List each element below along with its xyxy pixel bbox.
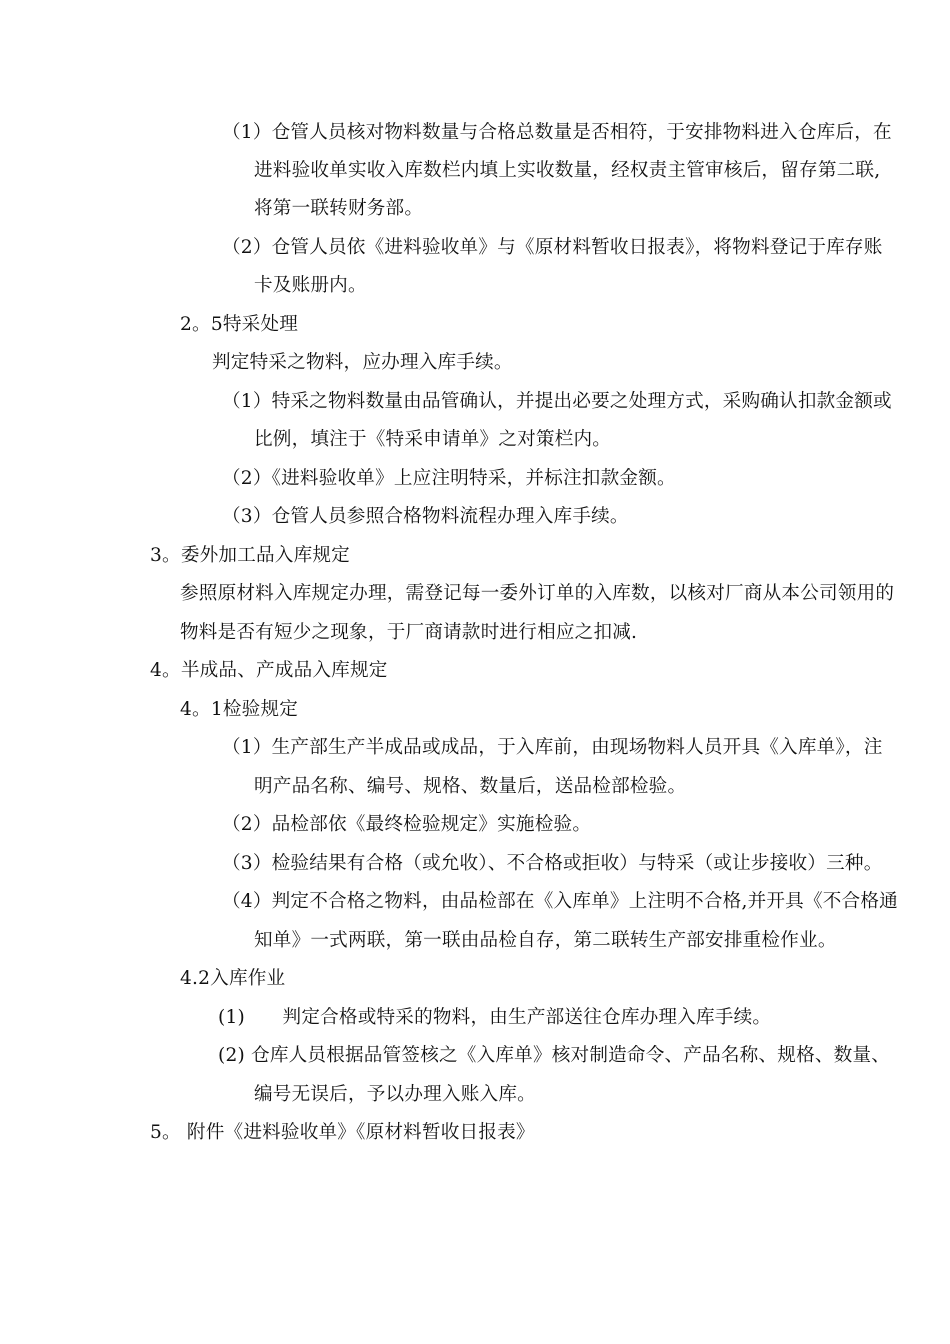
section-heading: 5。 附件《进料验收单》《原材料暂收日报表》 <box>150 1122 535 1143</box>
paragraph-line: 参照原材料入库规定办理，需登记每一委外订单的入库数，以核对厂商从本公司领用的 <box>180 583 895 604</box>
paragraph-line: （3）仓管人员参照合格物料流程办理入库手续。 <box>222 506 629 527</box>
paragraph-line: （1）生产部生产半成品或成品，于入库前，由现场物料人员开具《入库单》，注 <box>222 737 883 758</box>
paragraph-line: 明产品名称、编号、规格、数量后，送品检部检验。 <box>254 776 687 797</box>
paragraph-line: 判定特采之物料，应办理入库手续。 <box>212 352 513 373</box>
paragraph-line: (2) 仓库人员根据品管签核之《入库单》核对制造命令、产品名称、规格、数量、 <box>218 1045 891 1066</box>
paragraph-line: 物料是否有短少之现象，于厂商请款时进行相应之扣减. <box>180 622 638 643</box>
paragraph-line: （2）仓管人员依《进料验收单》与《原材料暂收日报表》，将物料登记于库存账 <box>222 237 883 258</box>
paragraph-line: (1) 判定合格或特采的物料，由生产部送往仓库办理入库手续。 <box>218 1007 772 1028</box>
paragraph-line: 卡及账册内。 <box>254 275 367 296</box>
paragraph-line: （2）《进料验收单》上应注明特采，并标注扣款金额。 <box>222 468 676 489</box>
section-heading: 2。5特采处理 <box>180 314 299 335</box>
section-heading: 4。1检验规定 <box>180 699 299 720</box>
paragraph-line: （1）特采之物料数量由品管确认，并提出必要之处理方式，采购确认扣款金额或 <box>222 391 892 412</box>
paragraph-line: （4）判定不合格之物料，由品检部在《入库单》上注明不合格,并开具《不合格通 <box>222 891 898 912</box>
paragraph-line: （3）检验结果有合格（或允收）、不合格或拒收）与特采（或让步接收）三种。 <box>222 853 883 874</box>
paragraph-line: （2）品检部依《最终检验规定》实施检验。 <box>222 814 592 835</box>
section-heading: 4.2入库作业 <box>180 968 286 989</box>
section-heading: 3。委外加工品入库规定 <box>150 545 350 566</box>
paragraph-line: 将第一联转财务部。 <box>254 198 424 219</box>
paragraph-line: 知单》一式两联，第一联由品检自存，第二联转生产部安排重检作业。 <box>254 930 837 951</box>
paragraph-line: （1）仓管人员核对物料数量与合格总数量是否相符，于安排物料进入仓库后，在 <box>222 122 892 143</box>
paragraph-line: 编号无误后，予以办理入账入库。 <box>254 1084 536 1105</box>
section-heading: 4。半成品、产成品入库规定 <box>150 660 388 681</box>
paragraph-line: 进料验收单实收入库数栏内填上实收数量，经权责主管审核后，留存第二联, <box>254 160 881 181</box>
paragraph-line: 比例，填注于《特采申请单》之对策栏内。 <box>254 429 612 450</box>
